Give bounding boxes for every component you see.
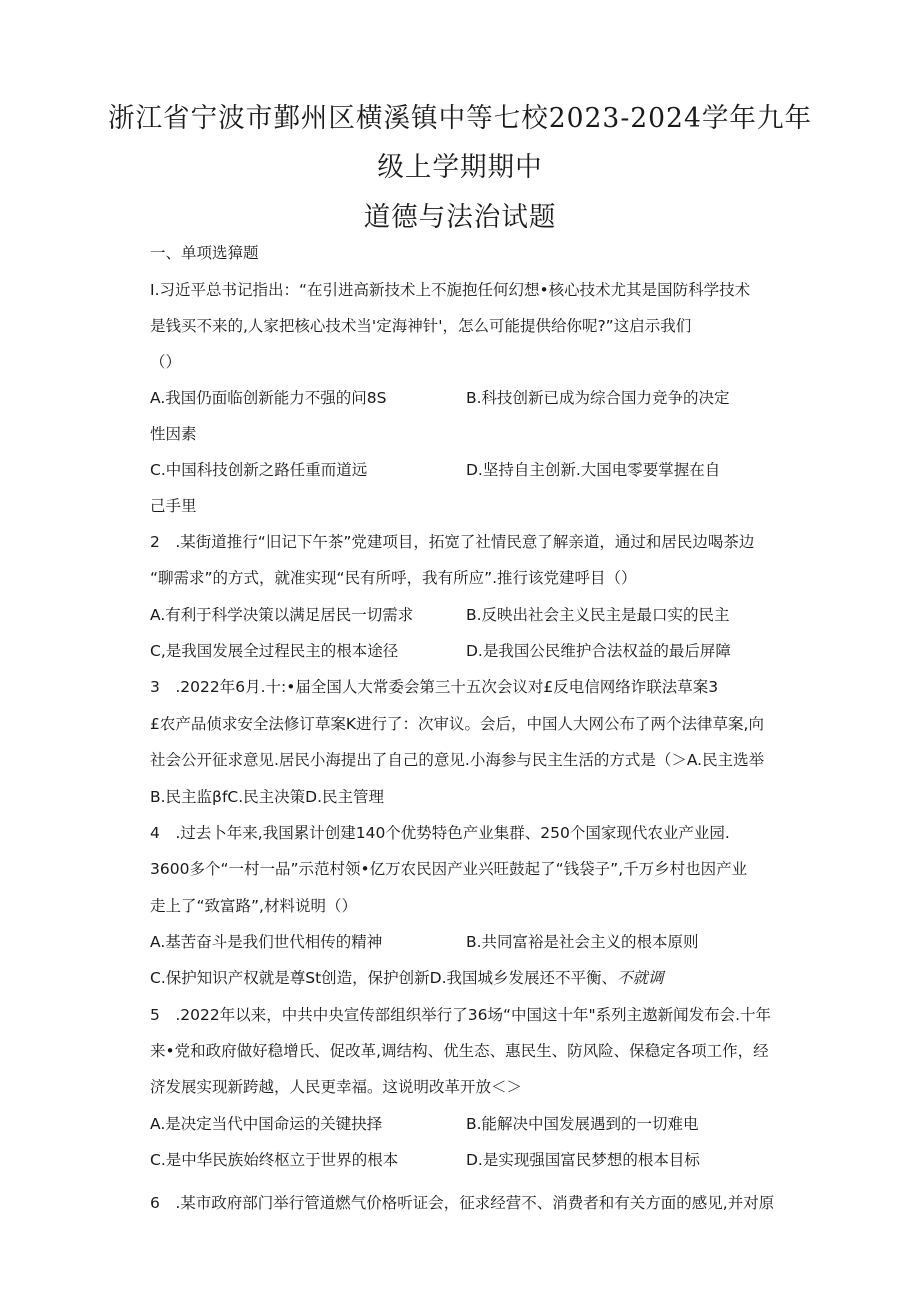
question-1-option-a: A.我国仍面临创新能力不强的问8S [150, 389, 387, 407]
question-6-line-1: 6 .某市政府部门举行管道燃气价格听证会，征求经营不、消费者和有关方面的感见,并对原 [150, 1194, 775, 1212]
question-5-option-a: A.是决定当代中国命运的关键抉择 [150, 1115, 383, 1133]
question-2-option-b: B.反映出社会主义民主是最口实的民主 [466, 606, 730, 624]
question-2-option-a: A.有利于科学决策以满足居民一切需求 [150, 606, 414, 624]
question-3-line-4: B.民主监βfC.民主决策D.民主管理 [150, 788, 385, 806]
question-1-line-2: 是钱买不来的,人家把核心技术当'定海神针'，怎么可能提供给你呢?”这启示我们 [150, 317, 692, 335]
question-2-option-d: D.是我国公民维护合法权益的最后屏障 [466, 642, 731, 660]
question-1-option-d: D.坚持自主创新.大国电零要掌握在自 [466, 461, 721, 479]
question-3-line-2: £农产品侦求安全法修订草案K进行了：次审议。会后，中国人大网公布了两个法律草案,向 [150, 715, 764, 733]
question-4-option-d-italic: 不就调 [617, 969, 664, 987]
question-4-option-a: A.基苦奋斗是我们世代相传的精神 [150, 933, 383, 951]
document-subtitle: 道德与法治试题 [363, 202, 557, 233]
question-1-line-1: I.习近平总书记指出：“在引进高新技术上不旎抱任何幻想•核心技术尤其是国防科学技术 [150, 281, 751, 299]
question-2-line-2: “聊需求”的方式，就准实现“民有所呼，我有所应”.推行该党建呼目（） [150, 569, 637, 587]
question-5-line-2: 来•党和政府做好稳增氏、促改革,调结构、优生态、惠民生、防风险、保稳定各项工作，经 [150, 1042, 769, 1060]
document-title-line-2: 级上学期期中 [377, 152, 543, 183]
document-title-line-1: 浙江省宁波市鄞州区横溪镇中等七校2023-2024学年九年 [107, 103, 813, 134]
question-1-option-b-continued: 性因素 [150, 425, 197, 443]
question-4-line-3: 走上了“致富路”,材料说明（） [150, 897, 357, 915]
question-4-option-b: B.共同富裕是社会主义的根本原则 [466, 933, 699, 951]
question-4-line-1: 4 .过去卜年来,我国累计创建140个优势特色产业集群、250个国家现代农业产业园. [150, 824, 730, 842]
question-4-option-cd-text: C.保护知识产权就是尊St创造，保护创新D.我国城乡发展还不平衡、 [150, 969, 618, 987]
question-2-line-1: 2 .某街道推行“旧记下午茶”党建项目，拓宽了社情民意了解亲道，通过和居民边喝茶边 [150, 533, 755, 551]
question-4-option-cd [150, 968, 664, 988]
section-heading: 一、单项选獐题 [150, 244, 259, 262]
question-5-line-1: 5 .2022年以来，中共中央宣传部组织举行了36场“中国这十年"系列主遨新闻发布会.十年 [150, 1006, 772, 1024]
question-5-option-c: C.是中华民族始终枢立于世界的根本 [150, 1151, 399, 1169]
question-5-option-d: D.是实现强国富民梦想的根本目标 [466, 1151, 700, 1169]
question-5-line-3: 济发展实现新跨越，人民更幸福。这说明改革开放＜＞ [150, 1078, 523, 1096]
question-2-option-c: C,是我国发展全过程民主的根本途径 [150, 642, 399, 660]
question-1-option-b: B.科技创新已成为综合国力竞争的决定 [466, 389, 730, 407]
question-4-line-2: 3600多个“一村一品”示范村领•亿万农民因产业兴旺鼓起了“钱袋子”,千万乡村也因产业 [150, 860, 748, 878]
question-5-option-b: B.能解决中国发展遇到的一切难电 [466, 1115, 699, 1133]
question-3-line-1: 3 .2022年6月.十:•届全国人大常委会第三十五次会议对£反电信网络诈联法草案3 [150, 678, 719, 696]
question-1-line-3: （） [150, 353, 182, 371]
question-3-line-3: 社会公开征求意见.居民小海提出了自己的意见.小海参与民主生活的方式是（＞A.民主选举 [150, 751, 765, 769]
question-1-option-c: C.中国科技创新之路任重而道远 [150, 461, 368, 479]
question-1-option-d-continued: 己手里 [150, 497, 197, 515]
